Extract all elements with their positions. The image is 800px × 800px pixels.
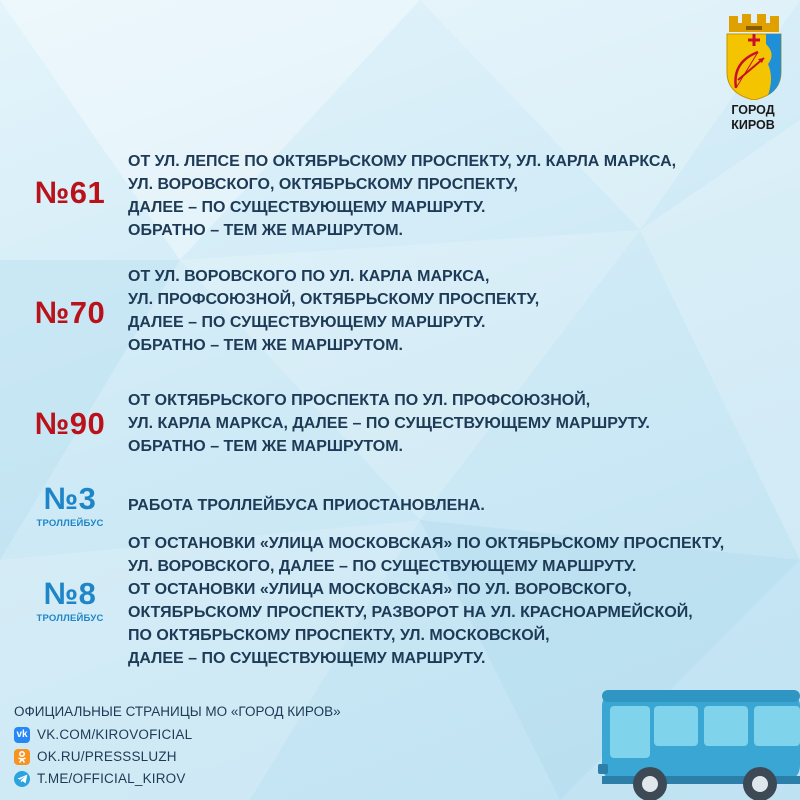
kirov-coat-of-arms-icon [724, 14, 784, 100]
route-line: ОТ УЛ. ЛЕПСЕ ПО ОКТЯБРЬСКОМУ ПРОСПЕКТУ, УЛ. КАРЛА МАРКСА, [128, 153, 677, 170]
route-line: УЛ. ВОРОВСКОГО, ДАЛЕЕ – ПО СУЩЕСТВУЮЩЕМУ МАРШРУТУ. [128, 558, 637, 575]
official-pages-footer [14, 704, 341, 790]
ok-link-text[interactable]: OK.RU/PRESSSLUZH [37, 749, 177, 764]
city-name-line2: КИРОВ [731, 118, 775, 132]
route-line: УЛ. ВОРОВСКОГО, ОКТЯБРЬСКОМУ ПРОСПЕКТУ, [128, 176, 518, 193]
route-line: ПО ОКТЯБРЬСКОМУ ПРОСПЕКТУ, УЛ. МОСКОВСКОЙ, [128, 627, 550, 644]
route-line: ОТ ОКТЯБРЬСКОГО ПРОСПЕКТА ПО УЛ. ПРОФСОЮЗНОЙ, [128, 392, 591, 409]
route-description-61 [128, 150, 793, 242]
route-type-3: ТРОЛЛЕЙБУС [36, 518, 104, 529]
route-description-3 [128, 494, 793, 517]
route-line: ОБРАТНО – ТЕМ ЖЕ МАРШРУТОМ. [128, 337, 403, 354]
route-line: ОКТЯБРЬСКОМУ ПРОСПЕКТУ, РАЗВОРОТ НА УЛ. КРАСНОАРМЕЙСКОЙ, [128, 604, 693, 621]
vk-icon: vk [14, 727, 30, 743]
ok-link[interactable] [14, 746, 341, 767]
route-number-90: №90 [34, 406, 106, 441]
route-line: ОБРАТНО – ТЕМ ЖЕ МАРШРУТОМ. [128, 222, 403, 239]
telegram-icon [14, 771, 30, 787]
vk-link-text[interactable]: VK.COM/KIROVOFICIAL [37, 727, 193, 742]
ok-icon [14, 749, 30, 765]
route-line: ДАЛЕЕ – ПО СУЩЕСТВУЮЩЕМУ МАРШРУТУ. [128, 314, 486, 331]
route-line: ОТ ОСТАНОВКИ «УЛИЦА МОСКОВСКАЯ» ПО УЛ. ВОРОВСКОГО, [128, 581, 632, 598]
route-number-3: №3 [43, 481, 97, 516]
footer-title: ОФИЦИАЛЬНЫЕ СТРАНИЦЫ МО «ГОРОД КИРОВ» [14, 704, 341, 719]
route-number-61: №61 [34, 175, 106, 210]
route-number-8: №8 [43, 576, 97, 611]
telegram-link-text[interactable]: T.ME/OFFICIAL_KIROV [37, 771, 186, 786]
route-line: ОТ УЛ. ВОРОВСКОГО ПО УЛ. КАРЛА МАРКСА, [128, 268, 490, 285]
vk-link[interactable] [14, 724, 341, 745]
route-line: ДАЛЕЕ – ПО СУЩЕСТВУЮЩЕМУ МАРШРУТУ. [128, 650, 486, 667]
route-description-90 [128, 389, 793, 458]
route-line: ДАЛЕЕ – ПО СУЩЕСТВУЮЩЕМУ МАРШРУТУ. [128, 199, 486, 216]
route-description-8 [128, 532, 793, 670]
route-line: УЛ. КАРЛА МАРКСА, ДАЛЕЕ – ПО СУЩЕСТВУЮЩЕМУ МАРШРУТУ. [128, 415, 650, 432]
route-line: ОБРАТНО – ТЕМ ЖЕ МАРШРУТОМ. [128, 438, 403, 455]
route-type-8: ТРОЛЛЕЙБУС [36, 613, 104, 624]
route-line: РАБОТА ТРОЛЛЕЙБУСА ПРИОСТАНОВЛЕНА. [128, 497, 485, 514]
city-name [712, 103, 794, 133]
route-number-70: №70 [34, 295, 106, 330]
route-description-70 [128, 265, 793, 357]
route-line: ОТ ОСТАНОВКИ «УЛИЦА МОСКОВСКАЯ» ПО ОКТЯБРЬСКОМУ ПРОСПЕКТУ, [128, 535, 725, 552]
telegram-link[interactable] [14, 768, 341, 789]
route-line: УЛ. ПРОФСОЮЗНОЙ, ОКТЯБРЬСКОМУ ПРОСПЕКТУ, [128, 291, 540, 308]
city-name-line1: ГОРОД [731, 103, 775, 117]
bus-icon [588, 684, 800, 800]
